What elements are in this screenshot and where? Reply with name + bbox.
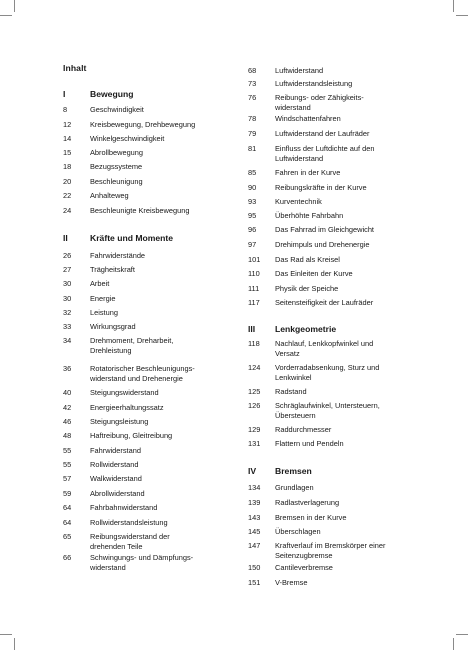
page-number: 101 xyxy=(248,255,261,264)
crop-mark xyxy=(14,638,15,650)
entry-title-line: Radlastverlagerung xyxy=(275,498,340,507)
entry-title-line: Reibungskräfte in der Kurve xyxy=(275,183,367,192)
crop-mark xyxy=(456,634,468,635)
entry-title xyxy=(90,417,241,427)
section-number: III xyxy=(248,324,256,334)
entry-title-line: Luftwiderstand xyxy=(275,153,324,163)
crop-mark xyxy=(456,15,468,16)
section-title: Bewegung xyxy=(90,89,134,99)
page-number: 12 xyxy=(63,120,72,129)
entry-title xyxy=(275,363,423,382)
entry-title-line: Geschwindigkeit xyxy=(90,105,144,114)
entry-title-line: Fahrwiderstand xyxy=(90,446,141,455)
entry-title xyxy=(90,364,241,383)
section-title: Bremsen xyxy=(275,466,312,476)
page-number: 65 xyxy=(63,532,72,541)
entry-title-line: Lenkwinkel xyxy=(275,372,312,382)
entry-title xyxy=(90,431,241,441)
entry-title xyxy=(90,489,241,499)
page-number: 40 xyxy=(63,388,72,397)
page-number: 73 xyxy=(248,79,257,88)
entry-title xyxy=(275,401,423,420)
entry-title xyxy=(90,532,241,551)
entry-title-line: Wirkungsgrad xyxy=(90,322,136,331)
entry-title xyxy=(275,93,423,112)
page-number: 68 xyxy=(248,66,257,75)
page-number: 64 xyxy=(63,503,72,512)
section-title: Lenkgeometrie xyxy=(275,324,337,334)
entry-title-line: Übersteuern xyxy=(275,410,316,420)
page-number: 30 xyxy=(63,294,72,303)
entry-title xyxy=(275,298,423,308)
page-title: Inhalt xyxy=(63,63,87,73)
entry-title xyxy=(90,279,241,289)
entry-title-line: widerstand und Drehenergie xyxy=(90,373,183,383)
entry-title xyxy=(275,129,423,139)
entry-title-line: Physik der Speiche xyxy=(275,284,339,293)
entry-title-line: Das Einleiten der Kurve xyxy=(275,269,353,278)
entry-title-line: Luftwiderstand xyxy=(275,66,324,75)
entry-title-line: Fahren in der Kurve xyxy=(275,168,341,177)
entry-title xyxy=(90,206,241,216)
entry-title xyxy=(90,162,241,172)
page-number: 97 xyxy=(248,240,257,249)
page-number: 95 xyxy=(248,211,257,220)
entry-title-line: Haftreibung, Gleitreibung xyxy=(90,431,173,440)
entry-title-line: Rollwiderstand xyxy=(90,460,139,469)
entry-title-line: Fahrwiderstände xyxy=(90,251,146,260)
page-number: 57 xyxy=(63,474,72,483)
entry-title-line: Winkelgeschwindigkeit xyxy=(90,134,165,143)
page-number: 32 xyxy=(63,308,72,317)
entry-title-line: widerstand xyxy=(90,562,126,572)
page-number: 8 xyxy=(63,105,68,114)
entry-title xyxy=(90,388,241,398)
page-number: 151 xyxy=(248,578,261,587)
entry-title xyxy=(275,527,423,537)
entry-title-line: Windschattenfahren xyxy=(275,114,341,123)
entry-title xyxy=(275,387,423,397)
entry-title-line: Energieerhaltungssatz xyxy=(90,403,164,412)
page-number: 79 xyxy=(248,129,257,138)
entry-title-line: Seitensteifigkeit der Laufräder xyxy=(275,298,374,307)
page-number: 48 xyxy=(63,431,72,440)
entry-title xyxy=(90,446,241,456)
section-title: Kräfte und Momente xyxy=(90,233,174,243)
page-number: 64 xyxy=(63,518,72,527)
entry-title xyxy=(90,134,241,144)
entry-title-line: V-Bremse xyxy=(275,578,308,587)
page-number: 131 xyxy=(248,439,261,448)
page-number: 30 xyxy=(63,279,72,288)
entry-title-line: Einfluss der Luftdichte auf den xyxy=(275,144,375,153)
page-number: 55 xyxy=(63,460,72,469)
entry-title-line: Drehleistung xyxy=(90,345,132,355)
entry-title xyxy=(275,197,423,207)
entry-title xyxy=(275,498,423,508)
entry-title-line: widerstand xyxy=(275,102,311,112)
entry-title xyxy=(90,518,241,528)
page-number: 14 xyxy=(63,134,72,143)
entry-title-line: Luftwiderstandsleistung xyxy=(275,79,353,88)
entry-title xyxy=(275,578,423,588)
entry-title-line: Flattern und Pendeln xyxy=(275,439,344,448)
page-number: 129 xyxy=(248,425,261,434)
page-number: 81 xyxy=(248,144,257,153)
entry-title-line: Kraftverlauf im Bremskörper einer xyxy=(275,541,386,550)
entry-title xyxy=(275,79,423,89)
entry-title-line: Rollwiderstandsleistung xyxy=(90,518,168,527)
entry-title xyxy=(275,284,423,294)
page-number: 36 xyxy=(63,364,72,373)
page-number: 66 xyxy=(63,553,72,562)
page-number: 18 xyxy=(63,162,72,171)
entry-title-line: Leistung xyxy=(90,308,118,317)
entry-title xyxy=(275,439,423,449)
page-number: 33 xyxy=(63,322,72,331)
entry-title-line: Rotatorischer Beschleunigungs- xyxy=(90,364,195,373)
page-number: 147 xyxy=(248,541,261,550)
page-number: 134 xyxy=(248,483,261,492)
entry-title xyxy=(275,225,423,235)
entry-title xyxy=(275,255,423,265)
entry-title xyxy=(275,240,423,250)
page-number: 145 xyxy=(248,527,261,536)
page-number: 34 xyxy=(63,336,72,345)
page-number: 118 xyxy=(248,339,260,348)
entry-title-line: Reibungs- oder Zähigkeits- xyxy=(275,93,364,102)
entry-title-line: Kurventechnik xyxy=(275,197,322,206)
entry-title xyxy=(90,460,241,470)
page-number: 78 xyxy=(248,114,257,123)
page-number: 111 xyxy=(248,284,260,293)
entry-title-line: Das Rad als Kreisel xyxy=(275,255,340,264)
page-number: 93 xyxy=(248,197,257,206)
page-number: 76 xyxy=(248,93,257,102)
entry-title xyxy=(90,308,241,318)
entry-title-line: Energie xyxy=(90,294,116,303)
page-number: 15 xyxy=(63,148,72,157)
page-number: 59 xyxy=(63,489,72,498)
entry-title xyxy=(90,474,241,484)
entry-title xyxy=(90,294,241,304)
entry-title-line: Walkwiderstand xyxy=(90,474,142,483)
page-number: 96 xyxy=(248,225,257,234)
entry-title xyxy=(275,66,423,76)
entry-title-line: Drehimpuls und Drehenergie xyxy=(275,240,370,249)
page-number: 126 xyxy=(248,401,261,410)
entry-title-line: Schwingungs- und Dämpfungs- xyxy=(90,553,194,562)
entry-title xyxy=(275,513,423,523)
entry-title-line: Schräglaufwinkel, Untersteuern, xyxy=(275,401,380,410)
entry-title-line: Seitenzugbremse xyxy=(275,550,333,560)
entry-title xyxy=(90,553,241,572)
page-number: 26 xyxy=(63,251,72,260)
entry-title-line: Anhalteweg xyxy=(90,191,129,200)
page-number: 117 xyxy=(248,298,260,307)
page-number: 110 xyxy=(248,269,260,278)
entry-title xyxy=(90,322,241,332)
entry-title xyxy=(275,144,423,163)
page-number: 125 xyxy=(248,387,261,396)
entry-title xyxy=(90,191,241,201)
entry-title-line: Luftwiderstand der Laufräder xyxy=(275,129,370,138)
entry-title xyxy=(275,563,423,573)
page-number: 124 xyxy=(248,363,261,372)
entry-title-line: Bremsen in der Kurve xyxy=(275,513,347,522)
entry-title xyxy=(90,265,241,275)
entry-title xyxy=(90,177,241,187)
entry-title xyxy=(275,269,423,279)
crop-mark xyxy=(0,634,12,635)
entry-title-line: Cantileverbremse xyxy=(275,563,333,572)
page-number: 55 xyxy=(63,446,72,455)
crop-mark xyxy=(14,0,15,12)
page-number: 42 xyxy=(63,403,72,412)
entry-title xyxy=(275,425,423,435)
entry-title-line: Raddurchmesser xyxy=(275,425,332,434)
section-number: I xyxy=(63,89,66,99)
entry-title-line: Trägheitskraft xyxy=(90,265,135,274)
page-number: 90 xyxy=(248,183,257,192)
entry-title xyxy=(90,403,241,413)
entry-title xyxy=(90,503,241,513)
entry-title xyxy=(275,339,423,358)
entry-title-line: Beschleunigte Kreisbewegung xyxy=(90,206,190,215)
entry-title xyxy=(90,120,241,130)
page-number: 24 xyxy=(63,206,72,215)
entry-title-line: Versatz xyxy=(275,348,300,358)
entry-title-line: Reibungswiderstand der xyxy=(90,532,170,541)
entry-title xyxy=(90,148,241,158)
entry-title-line: Nachlauf, Lenkkopfwinkel und xyxy=(275,339,374,348)
entry-title-line: Das Fahrrad im Gleichgewicht xyxy=(275,225,374,234)
entry-title xyxy=(90,105,241,115)
entry-title-line: Beschleunigung xyxy=(90,177,143,186)
page-number: 139 xyxy=(248,498,261,507)
entry-title-line: Vorderradabsenkung, Sturz und xyxy=(275,363,380,372)
entry-title xyxy=(275,483,423,493)
page-number: 46 xyxy=(63,417,72,426)
page-number: 143 xyxy=(248,513,261,522)
entry-title-line: Fahrbahnwiderstand xyxy=(90,503,158,512)
entry-title-line: Steigungsleistung xyxy=(90,417,149,426)
page-number: 20 xyxy=(63,177,72,186)
entry-title-line: Steigungswiderstand xyxy=(90,388,159,397)
entry-title xyxy=(275,114,423,124)
entry-title-line: Grundlagen xyxy=(275,483,314,492)
entry-title-line: Abrollwiderstand xyxy=(90,489,145,498)
crop-mark xyxy=(453,0,454,12)
entry-title-line: drehenden Teile xyxy=(90,541,143,551)
entry-title-line: Überschlagen xyxy=(275,527,321,536)
entry-title-line: Abrollbewegung xyxy=(90,148,144,157)
section-number: IV xyxy=(248,466,257,476)
entry-title xyxy=(275,541,423,560)
entry-title xyxy=(90,251,241,261)
page-number: 150 xyxy=(248,563,261,572)
entry-title-line: Kreisbewegung, Drehbewegung xyxy=(90,120,196,129)
entry-title xyxy=(275,168,423,178)
entry-title-line: Bezugssysteme xyxy=(90,162,143,171)
entry-title-line: Arbeit xyxy=(90,279,110,288)
page-number: 27 xyxy=(63,265,72,274)
entry-title-line: Überhöhte Fahrbahn xyxy=(275,211,344,220)
entry-title-line: Drehmoment, Dreharbeit, xyxy=(90,336,174,345)
entry-title xyxy=(90,336,241,355)
page-number: 22 xyxy=(63,191,72,200)
page-number: 85 xyxy=(248,168,257,177)
entry-title xyxy=(275,211,423,221)
entry-title-line: Radstand xyxy=(275,387,307,396)
section-number: II xyxy=(63,233,68,243)
crop-mark xyxy=(453,638,454,650)
entry-title xyxy=(275,183,423,193)
crop-mark xyxy=(0,15,12,16)
